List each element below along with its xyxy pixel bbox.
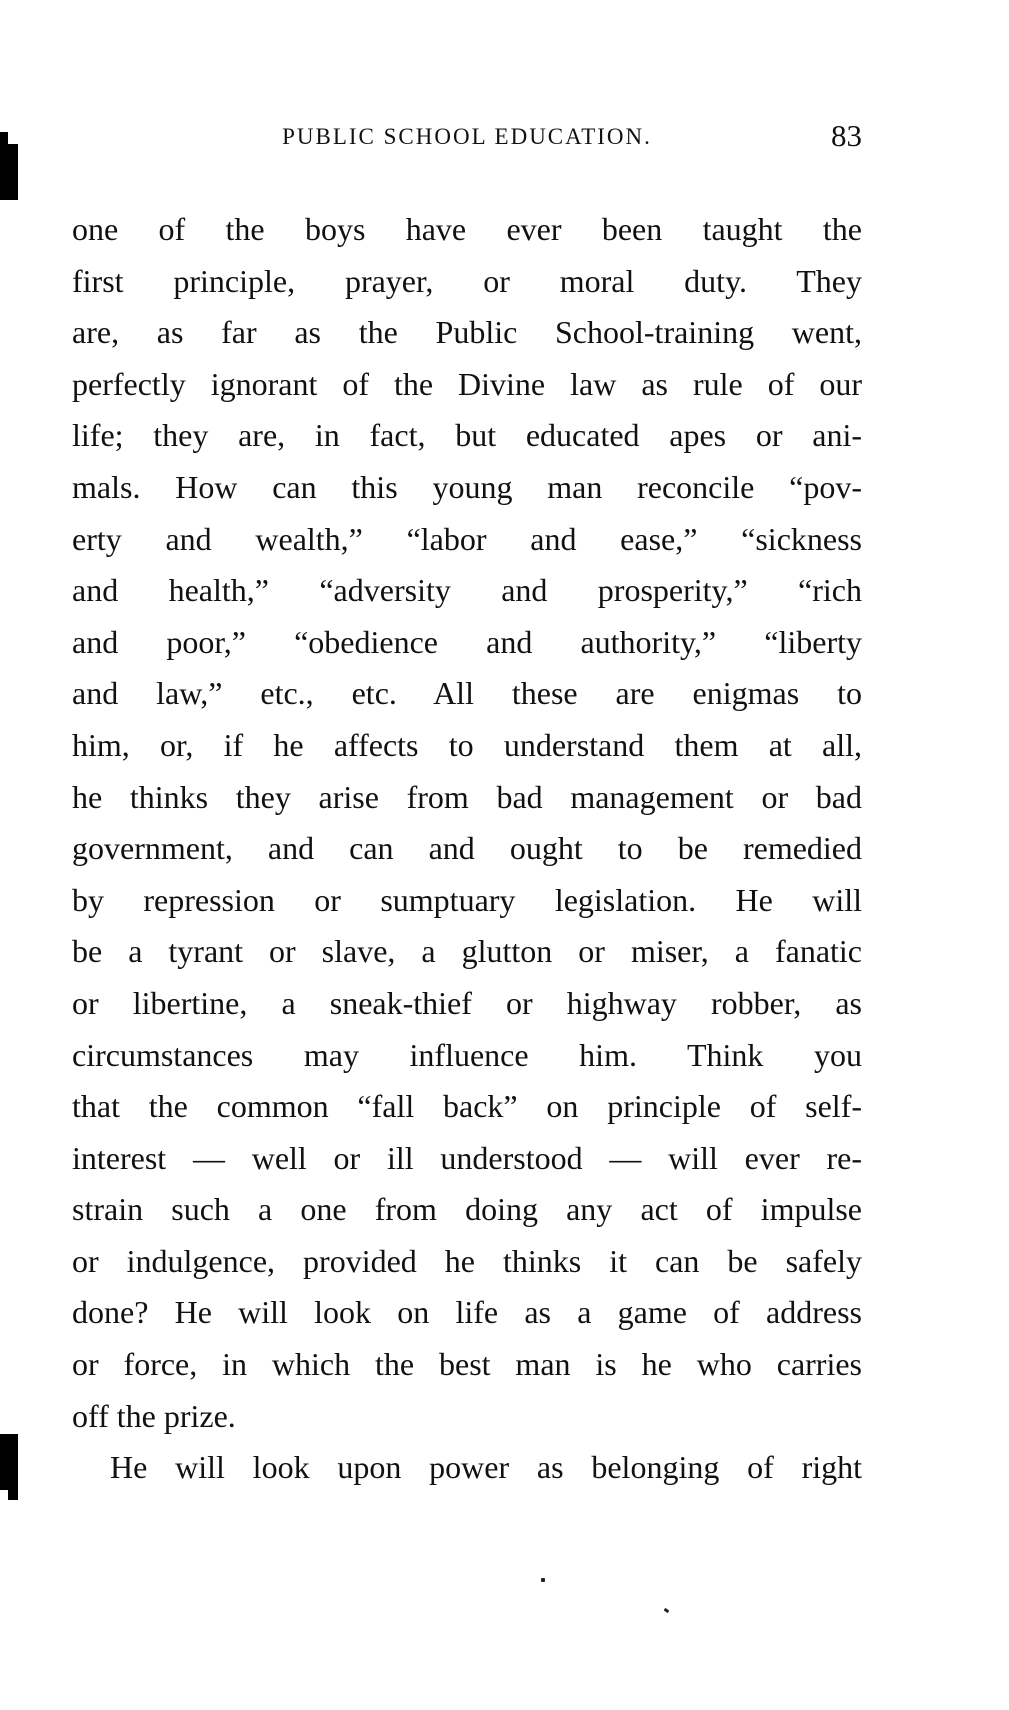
text-line: or force, in which the best man is he who carries <box>72 1346 862 1383</box>
text-line: be a tyrant or slave, a glutton or miser, a fanatic <box>72 933 862 970</box>
text-line: that the common “fall back” on principle of self- <box>72 1088 862 1125</box>
text-line: by repression or sumptuary legislation. He will <box>72 881 862 918</box>
text-line: perfectly ignorant of the Divine law as rule of our <box>72 365 862 402</box>
paragraph <box>72 1442 862 1494</box>
ink-speck <box>541 1578 545 1582</box>
text-line: He will look upon power as belonging of right <box>110 1449 862 1486</box>
scan-edge-mark <box>0 144 18 200</box>
running-title: PUBLIC SCHOOL EDUCATION. <box>282 124 652 149</box>
text-line: him, or, if he affects to understand them at all, <box>72 726 862 763</box>
text-line: erty and wealth,” “labor and ease,” “sickness <box>72 520 862 557</box>
text-line: one of the boys have ever been taught the <box>72 211 862 247</box>
running-head <box>72 118 862 158</box>
ink-speck <box>664 1608 670 1613</box>
text-line: and health,” “adversity and prosperity,” “rich <box>72 572 862 609</box>
text-line: interest — well or ill understood — will ever re- <box>72 1139 862 1176</box>
text-line: and poor,” “obedience and authority,” “liberty <box>72 623 862 660</box>
paragraph <box>72 204 862 1442</box>
scan-edge-mark <box>0 1434 18 1490</box>
page-number: 83 <box>831 118 862 153</box>
text-line: life; they are, in fact, but educated apes or ani- <box>72 417 862 454</box>
text-line: strain such a one from doing any act of impulse <box>72 1191 862 1228</box>
text-line: first principle, prayer, or moral duty. They <box>72 262 862 299</box>
text-line: mals. How can this young man reconcile “pov- <box>72 468 862 505</box>
text-line: he thinks they arise from bad management or bad <box>72 778 862 815</box>
text-line: off the prize. <box>72 1397 236 1434</box>
text-line: government, and can and ought to be remedied <box>72 830 862 867</box>
body-text <box>72 204 862 1494</box>
text-line: or libertine, a sneak-thief or highway robber, as <box>72 984 862 1021</box>
text-line: or indulgence, provided he thinks it can be safely <box>72 1242 862 1279</box>
text-line: circumstances may influence him. Think you <box>72 1036 862 1073</box>
text-line: and law,” etc., etc. All these are enigmas to <box>72 675 862 712</box>
text-line: are, as far as the Public School-training went, <box>72 314 862 351</box>
text-line: done? He will look on life as a game of address <box>72 1294 862 1331</box>
